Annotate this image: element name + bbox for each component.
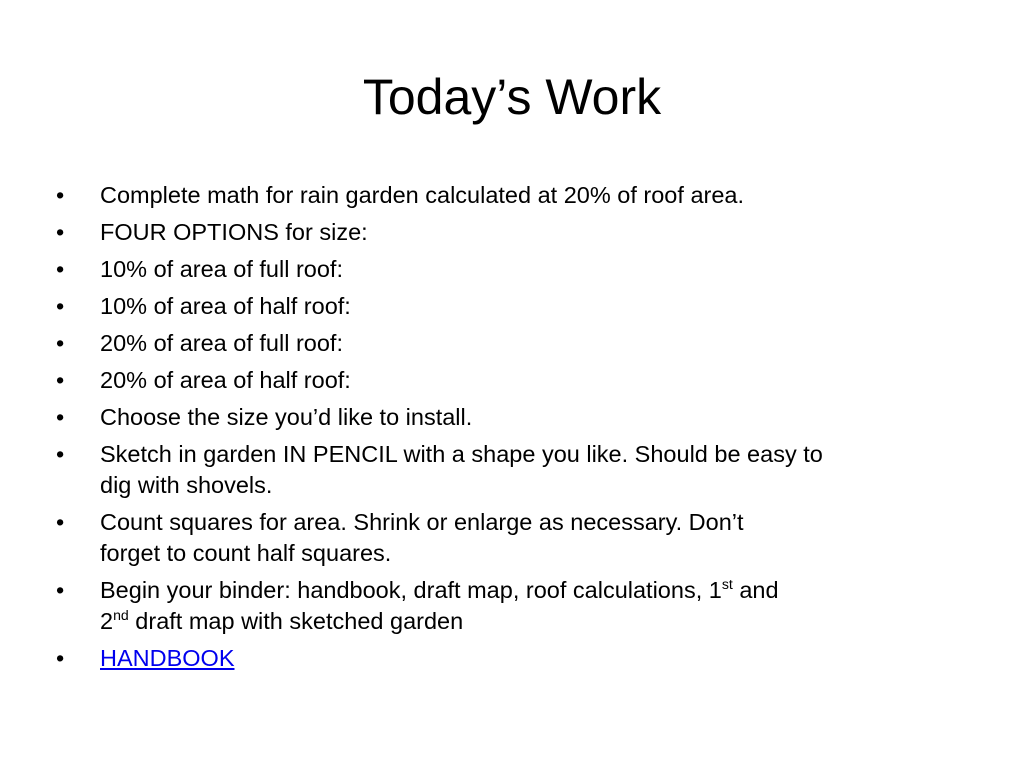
list-item-text: 2	[100, 608, 114, 634]
bullet-icon: •	[56, 219, 65, 245]
list-item	[56, 365, 976, 396]
bullet-icon: •	[56, 645, 65, 671]
bullet-icon: •	[56, 293, 65, 319]
list-item-text: 10% of area of full roof:	[100, 256, 343, 282]
bullet-icon: •	[56, 441, 65, 467]
list-item	[56, 507, 976, 569]
bullet-icon: •	[56, 509, 65, 535]
list-item-text: FOUR OPTIONS for size:	[100, 219, 368, 245]
superscript: nd	[113, 607, 129, 624]
list-item-text: 10% of area of half roof:	[100, 293, 351, 319]
list-item	[56, 291, 976, 322]
list-item	[56, 254, 976, 285]
bullet-icon: •	[56, 182, 65, 208]
list-item-text-line: dig with shovels.	[100, 472, 273, 498]
list-item-text-line: Count squares for area. Shrink or enlarge as necessary. Don’t	[100, 509, 744, 535]
bullet-icon: •	[56, 404, 65, 430]
list-item-text: Choose the size you’d like to install.	[100, 404, 473, 430]
bullet-icon: •	[56, 330, 65, 356]
superscript: st	[721, 576, 733, 593]
slide-title: Today’s Work	[362, 69, 662, 125]
bullet-icon: •	[56, 367, 65, 393]
handbook-link[interactable]: HANDBOOK	[100, 645, 235, 671]
list-item-text: Complete math for rain garden calculated at 20% of roof area.	[100, 182, 745, 208]
bullet-icon: •	[56, 256, 65, 282]
bullet-icon: •	[56, 577, 65, 603]
list-item-text-line: Sketch in garden IN PENCIL with a shape you like. Should be easy to	[100, 441, 823, 467]
list-item-text-line: forget to count half squares.	[100, 540, 392, 566]
list-item	[56, 575, 976, 637]
list-item	[56, 643, 976, 674]
list-item-text: 20% of area of full roof:	[100, 330, 343, 356]
list-item	[56, 217, 976, 248]
list-item-text: Begin your binder: handbook, draft map, roof calculations, 1	[100, 577, 722, 603]
list-item	[56, 180, 976, 211]
bullet-list	[56, 180, 976, 680]
list-item-text: 20% of area of half roof:	[100, 367, 351, 393]
list-item	[56, 328, 976, 359]
list-item	[56, 439, 976, 501]
list-item	[56, 402, 976, 433]
list-item-text: and	[732, 577, 779, 603]
list-item-text: draft map with sketched garden	[128, 608, 464, 634]
